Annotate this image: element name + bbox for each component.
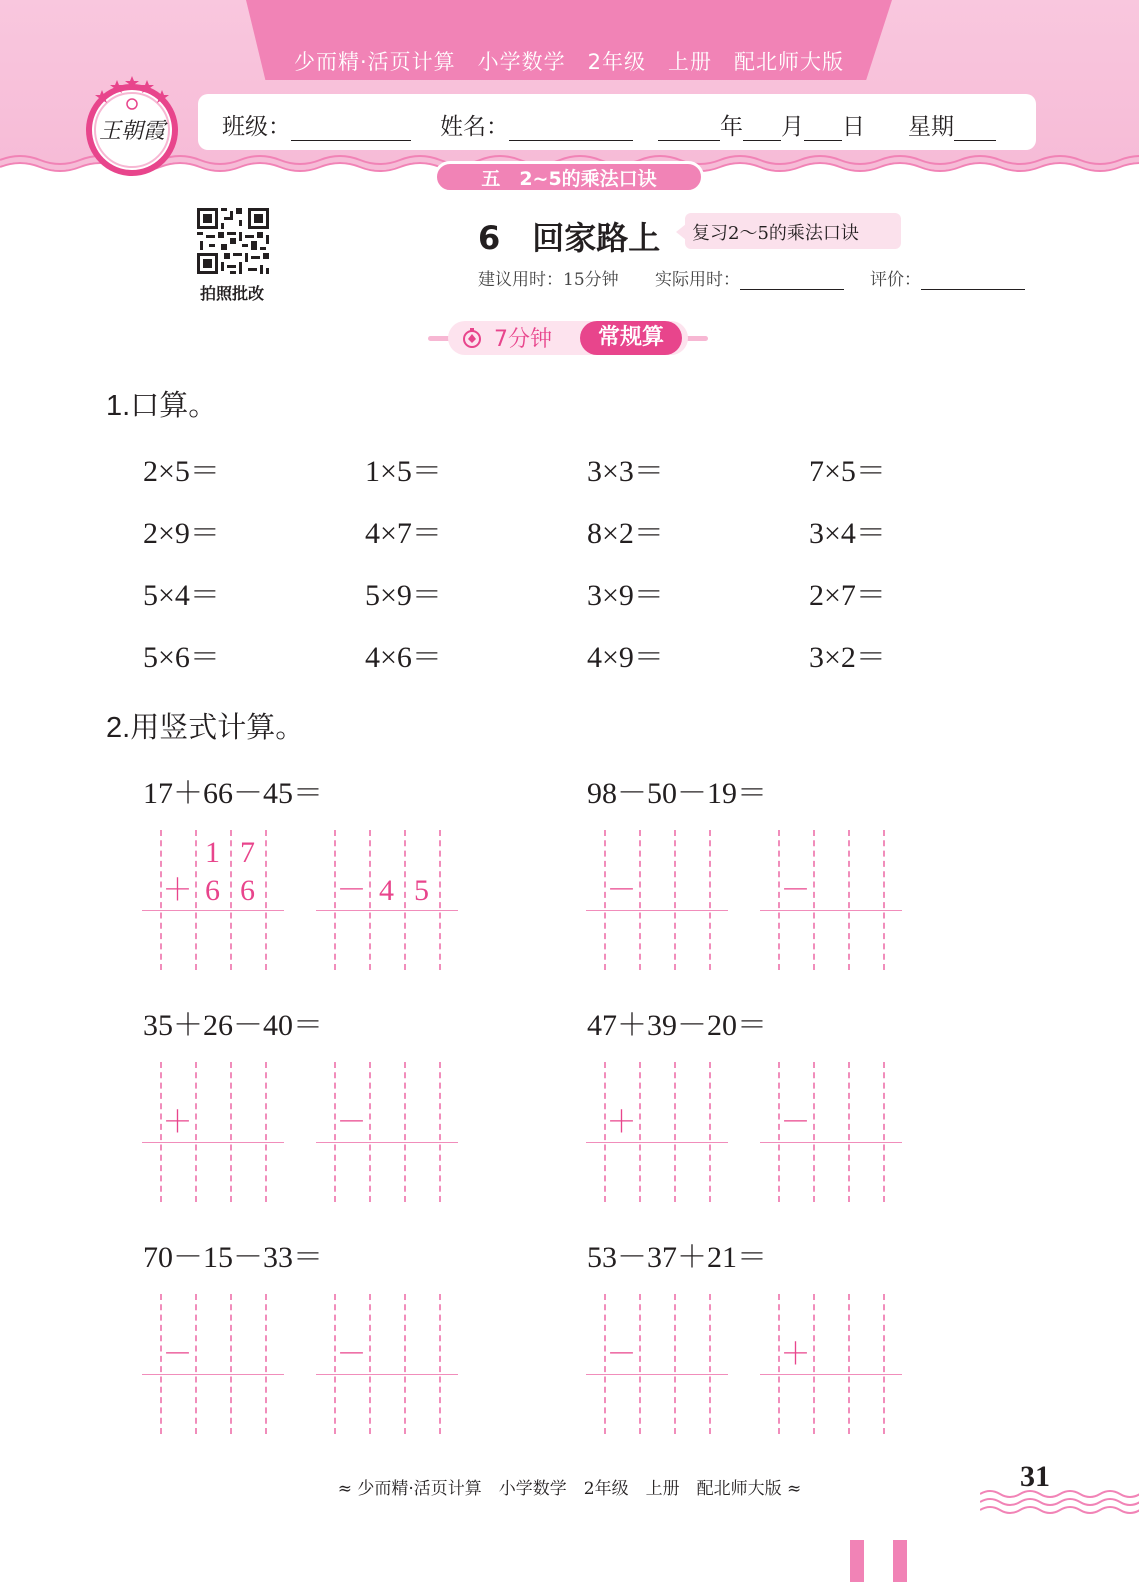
class-label: 班级： [222,114,291,140]
q2-expr: 70－15－33＝ [143,1241,323,1274]
footer-waves [980,1488,1139,1518]
grid-guide-line [639,1062,641,1202]
grid-guide-line [439,830,441,970]
grid-digit: 6 [205,874,220,907]
vertical-calc-grid[interactable] [316,1294,458,1434]
month-label: 月 [781,114,804,140]
grid-guide-line [230,1062,232,1202]
grid-guide-line [709,830,711,970]
grid-operator: ＋ [606,1106,637,1139]
grid-guide-line [709,1062,711,1202]
q1-expr: 3×3＝ [587,455,664,488]
vertical-calc-grid[interactable] [316,1062,458,1202]
q2-title [106,705,304,746]
vertical-calc-grid[interactable] [142,1062,284,1202]
month-blank[interactable] [743,118,781,141]
weekday-field[interactable] [908,108,996,141]
grid-answer-line [316,910,458,911]
vertical-calc-grid[interactable] [586,1062,728,1202]
q1-expr: 8×2＝ [587,517,664,550]
vertical-calc-grid[interactable] [142,1294,284,1434]
grid-operator: － [336,874,367,907]
grid-guide-line [195,1062,197,1202]
q1-expr: 2×5＝ [143,455,220,488]
grid-guide-line [265,830,267,970]
grid-operator: － [606,874,637,907]
q2-expr: 47＋39－20＝ [587,1009,767,1042]
grid-guide-line [883,830,885,970]
class-field[interactable] [222,108,411,141]
grid-guide-line [674,1294,676,1434]
weekday-blank[interactable] [954,118,996,141]
grid-answer-line [760,910,902,911]
grid-guide-line [369,1294,371,1434]
actual-time-blank[interactable] [740,271,844,290]
vertical-calc-grid[interactable] [760,830,902,970]
q1-expr: 2×7＝ [809,579,886,612]
class-blank[interactable] [291,118,411,141]
grid-guide-line [369,1062,371,1202]
q1-expr: 3×4＝ [809,517,886,550]
weekday-label: 星期 [908,114,954,140]
q2-expr: 35＋26－40＝ [143,1009,323,1042]
footer-series: ≈ 少而精·活页计算 小学数学 2年级 上册 配北师大版 ≈ [337,1479,802,1499]
q1-expr: 4×6＝ [365,641,442,674]
evaluation-blank[interactable] [921,271,1025,290]
grid-answer-line [760,1374,902,1375]
year-blank[interactable] [658,118,720,141]
grid-answer-line [586,1142,728,1143]
suggested-time: 建议用时：15分钟 [478,270,619,290]
q2-number: 2. [106,712,131,744]
q1-expr: 3×2＝ [809,641,886,674]
grid-answer-line [142,1142,284,1143]
q1-expr: 5×6＝ [143,641,220,674]
day-blank[interactable] [804,118,842,141]
grid-answer-line [142,910,284,911]
grid-digit: 5 [414,874,429,907]
day-label: 日 [842,114,865,140]
q1-expr: 4×7＝ [365,517,442,550]
grid-guide-line [195,1294,197,1434]
grid-answer-line [586,1374,728,1375]
badge-time: 7分钟 [494,327,552,352]
q2-expr: 98－50－19＝ [587,777,767,810]
grid-operator: － [336,1106,367,1139]
page-number: 31 [1020,1460,1050,1493]
stopwatch-icon [462,328,482,348]
grid-guide-line [883,1294,885,1434]
grid-guide-line [674,830,676,970]
grid-guide-line [639,1294,641,1434]
grid-operator: － [162,1338,193,1371]
grid-operator: － [606,1338,637,1371]
actual-time-label: 实际用时： [655,270,740,290]
qr-label: 拍照批改 [199,284,264,303]
evaluation-label: 评价： [870,270,921,290]
grid-guide-line [265,1062,267,1202]
footer-tab [850,1540,864,1582]
grid-guide-line [639,830,641,970]
grid-guide-line [674,1062,676,1202]
footer-tab [893,1540,907,1582]
name-label: 姓名： [440,114,509,140]
review-tag-text: 复习2～5的乘法口诀 [692,223,859,244]
grid-guide-line [439,1294,441,1434]
grid-guide-line [404,1294,406,1434]
q1-title [106,383,217,424]
grid-guide-line [709,1294,711,1434]
grid-guide-line [265,1294,267,1434]
badge-type: 常规算 [580,321,682,355]
grid-operator: ＋ [162,874,193,907]
lesson-title: 6 回家路上 [478,219,661,257]
grid-operator: ＋ [780,1338,811,1371]
grid-guide-line [439,1062,441,1202]
vertical-calc-grid[interactable] [760,1294,902,1434]
grid-answer-line [316,1142,458,1143]
grid-answer-line [316,1374,458,1375]
q1-expr: 2×9＝ [143,517,220,550]
grid-guide-line [404,1062,406,1202]
q1-expr: 3×9＝ [587,579,664,612]
q1-expr: 7×5＝ [809,455,886,488]
unit-title: 五 2~5的乘法口诀 [481,168,657,190]
q1-expr: 5×9＝ [365,579,442,612]
qr-code-icon[interactable] [194,205,272,277]
name-field[interactable] [440,108,633,141]
vertical-calc-grid[interactable] [586,830,728,970]
grid-operator: － [780,874,811,907]
evaluation-field[interactable] [870,265,1025,290]
grid-guide-line [813,1294,815,1434]
grid-answer-line [142,1374,284,1375]
grid-guide-line [883,1062,885,1202]
vertical-calc-grid[interactable] [142,830,284,970]
grid-digit: 7 [240,836,255,869]
grid-guide-line [813,830,815,970]
grid-digit: 6 [240,874,255,907]
grid-digit: 1 [205,836,220,869]
series-title: 少而精·活页计算 小学数学 2年级 上册 配北师大版 [293,50,845,74]
vertical-calc-grid[interactable] [760,1062,902,1202]
grid-operator: － [780,1106,811,1139]
q1-expr: 4×9＝ [587,641,664,674]
q2-expr: 53－37＋21＝ [587,1241,767,1274]
actual-time-field[interactable] [655,265,844,290]
q1-expr: 5×4＝ [143,579,220,612]
logo-text: 王朝霞 [98,119,165,144]
date-field[interactable] [658,108,865,141]
grid-guide-line [848,1294,850,1434]
grid-operator: ＋ [162,1106,193,1139]
q1-number: 1. [106,390,131,422]
vertical-calc-grid[interactable] [586,1294,728,1434]
grid-guide-line [230,1294,232,1434]
q2-title-text: 用竖式计算。 [130,710,305,744]
year-label: 年 [720,114,743,140]
vertical-calc-grid[interactable] [316,830,458,970]
grid-answer-line [586,910,728,911]
q2-expr: 17＋66－45＝ [143,777,323,810]
grid-operator: － [336,1338,367,1371]
grid-guide-line [848,830,850,970]
grid-digit: 4 [379,874,394,907]
grid-guide-line [813,1062,815,1202]
grid-guide-line [848,1062,850,1202]
name-blank[interactable] [509,118,633,141]
q1-expr: 1×5＝ [365,455,442,488]
grid-answer-line [760,1142,902,1143]
q1-title-text: 口算。 [130,388,218,422]
